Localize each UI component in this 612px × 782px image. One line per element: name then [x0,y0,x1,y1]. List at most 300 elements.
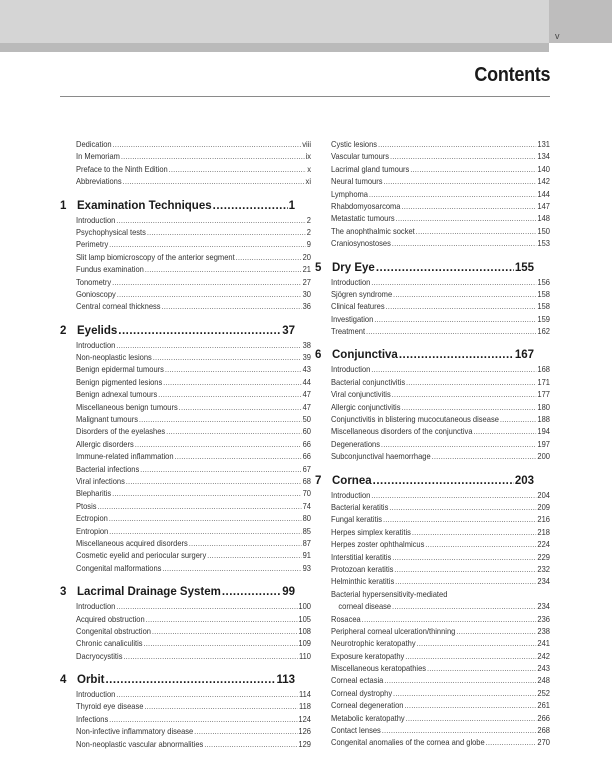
chapter-number: 3 [60,586,67,599]
leader-dots [371,490,536,502]
leader-dots [392,238,537,250]
entry-label: Corneal dystrophy [331,688,393,698]
toc-entry[interactable] [331,326,550,338]
toc-entry[interactable] [76,377,311,389]
leader-dots [158,389,302,401]
entry-label: Viral infections [76,476,125,486]
entry-page: 38 [302,340,312,350]
toc-entry[interactable] [76,227,311,239]
entry-page: 67 [302,464,312,474]
entry-page: 153 [537,239,551,249]
leader-dots [113,139,302,151]
entry-page: 171 [537,377,551,387]
chapter-page: 37 [282,324,295,337]
toc-entry[interactable] [76,626,311,638]
entry-page: 39 [302,353,312,363]
toc-entry[interactable] [76,526,311,538]
toc-entry[interactable] [76,451,311,463]
entry-label: Psychophysical tests [76,227,146,237]
toc-entry[interactable] [76,176,311,188]
toc-entry[interactable] [331,552,550,564]
entry-label: Non-neoplastic lesions [76,353,152,363]
toc-entry[interactable] [76,563,311,575]
chapter-heading[interactable] [60,199,295,214]
entry-page: 20 [302,252,312,262]
entry-page: xi [305,177,312,187]
entry-page: 124 [298,714,312,724]
entry-page: 243 [537,664,551,674]
toc-entry[interactable] [331,663,550,675]
toc-entry[interactable] [331,176,550,188]
entry-label: Exposure keratopathy [331,651,405,661]
leader-dots [166,426,302,438]
entry-page: 194 [537,427,551,437]
leader-dots [384,675,536,687]
entry-page: 236 [537,614,551,624]
entry-label: Craniosynostoses [331,239,391,249]
entry-page: 66 [302,439,312,449]
toc-entry[interactable] [76,402,311,414]
toc-entry[interactable] [331,301,550,313]
entry-label: Allergic conjunctivitis [331,402,401,412]
toc-entry[interactable] [331,364,550,376]
leader-dots [399,348,514,363]
leader-dots [401,402,536,414]
leader-dots [394,564,536,576]
toc-entry[interactable] [331,289,550,301]
leader-dots [432,451,537,463]
leader-dots [146,614,298,626]
entry-label: Protozoan keratitis [331,564,394,574]
entry-page: 162 [537,327,551,337]
toc-entry[interactable] [331,564,550,576]
toc-entry[interactable] [331,426,550,438]
entry-label: Investigation [331,314,374,324]
toc-entry[interactable] [331,638,550,650]
leader-dots [145,264,302,276]
toc-entry[interactable] [331,201,550,213]
toc-entry[interactable] [331,139,550,151]
leader-dots [116,601,297,613]
toc-entry[interactable] [331,626,550,638]
leader-dots [163,377,302,389]
entry-label: Non-infective inflammatory disease [76,727,194,737]
entry-label: Bacterial keratitis [331,502,389,512]
chapter-title: Dry Eye [332,261,375,274]
toc-entry[interactable] [76,439,311,451]
entry-label: Introduction [331,277,371,287]
entry-page: 158 [537,302,551,312]
leader-dots [401,201,536,213]
toc-entry[interactable] [331,614,550,626]
toc-entry[interactable] [331,451,550,463]
entry-page: 270 [537,738,551,748]
toc-entry[interactable] [331,402,550,414]
toc-entry[interactable] [331,277,550,289]
toc-entry[interactable] [331,725,550,737]
entry-label: Lymphoma [331,189,368,199]
entry-page: viii [302,140,312,149]
chapter-heading[interactable] [60,324,295,339]
toc-entry[interactable] [76,689,311,701]
chapter-title: Eyelids [77,324,118,337]
entry-label: Metastatic tumours [331,214,395,224]
entry-page: 74 [302,501,312,511]
entry-label: Chronic canaliculitis [76,639,143,649]
toc-entry[interactable] [76,239,311,251]
leader-dots [174,451,301,463]
entry-label: The anophthalmic socket [331,226,415,236]
entry-label: Miscellaneous keratopathies [331,664,427,674]
toc-entry[interactable] [331,226,550,238]
toc-entry[interactable] [76,264,311,276]
entry-label: Degenerations [331,439,381,449]
leader-dots [383,176,536,188]
toc-entry[interactable] [76,538,311,550]
leader-dots [374,314,536,326]
leader-dots [373,474,514,489]
entry-page: 142 [537,177,551,187]
toc-entry[interactable] [76,464,311,476]
leader-dots [112,277,302,289]
leader-dots [140,464,302,476]
entry-label: Abbreviations [76,177,122,187]
toc-entry[interactable] [76,289,311,301]
entry-label: Dacryocystitis [76,651,123,661]
entry-label: Subconjunctival haemorrhage [331,452,431,462]
leader-dots [204,739,297,751]
entry-page: 68 [302,476,312,486]
entry-page: 21 [302,265,312,275]
leader-dots [390,151,537,163]
leader-dots [126,476,302,488]
leader-dots [109,513,302,525]
entry-page: 218 [537,527,551,537]
toc-entry[interactable] [331,651,550,663]
entry-label: Herpes zoster ophthalmicus [331,540,425,550]
leader-dots [169,164,307,176]
leader-dots [118,324,281,339]
entry-page: 168 [537,365,551,375]
entry-label: Introduction [331,365,371,375]
entry-label: Thyroid eye disease [76,702,144,712]
entry-label: Perimetry [76,240,109,250]
toc-entry[interactable] [331,377,550,389]
toc-entry[interactable] [331,502,550,514]
entry-label: Non-neoplastic vascular abnormalities [76,739,204,749]
entry-page: 87 [302,538,312,548]
entry-page: 238 [537,626,551,636]
leader-dots [500,414,537,426]
chapter-title: Conjunctiva [332,349,398,362]
toc-entry[interactable] [331,514,550,526]
entry-page: 248 [537,676,551,686]
entry-page: 232 [537,564,551,574]
toc-entry[interactable] [331,213,550,225]
entry-label: Blepharitis [76,489,112,499]
entry-page: 109 [298,639,312,649]
toc-entry[interactable] [76,726,311,738]
entry-page: 156 [537,277,551,287]
entry-label: Bacterial conjunctivitis [331,377,406,387]
toc-entry[interactable] [76,426,311,438]
leader-dots [389,502,536,514]
chapter-number: 7 [315,474,322,487]
entry-page: 234 [537,577,551,587]
entry-page: 105 [298,614,312,624]
toc-entry[interactable] [331,164,550,176]
entry-page: 148 [537,214,551,224]
leader-dots [427,663,537,675]
entry-page: 47 [302,402,312,412]
leader-dots [236,252,302,264]
toc-entry[interactable] [331,389,550,401]
leader-dots [109,239,306,251]
leader-dots [116,340,301,352]
chapter-heading[interactable] [60,673,295,688]
leader-dots [383,514,536,526]
chapter-number: 1 [60,199,67,212]
entry-page: 242 [537,651,551,661]
toc-entry[interactable] [331,737,550,749]
entry-label: Miscellaneous acquired disorders [76,538,188,548]
entry-label: Congenital malformations [76,563,162,573]
leader-dots [162,301,302,313]
entry-label: Bacterial infections [76,464,140,474]
entry-page: 147 [537,201,551,211]
entry-label: Immune-related inflammation [76,452,174,462]
chapter-heading[interactable] [60,585,295,600]
leader-dots [152,626,298,638]
entry-label: Sjögren syndrome [331,289,393,299]
leader-dots [405,651,536,663]
toc-entry[interactable] [76,501,311,513]
entry-page: 80 [302,514,312,524]
chapter-title: Examination Techniques [77,199,212,212]
toc-entry[interactable] [331,675,550,687]
entry-label: Introduction [76,602,116,612]
chapter-page: 167 [514,349,534,362]
entry-page: 50 [302,415,312,425]
entry-label: Tonometry [76,277,112,287]
entry-label: Disorders of the eyelashes [76,427,166,437]
toc-entry[interactable] [76,164,311,176]
chapter-heading[interactable] [315,474,534,489]
entry-label: Conjunctivitis in blistering mucocutaneous disease [331,415,499,425]
leader-dots [386,301,537,313]
entry-label: Ptosis [76,501,97,511]
entry-label: Lacrimal gland tumours [331,164,410,174]
leader-dots [207,550,302,562]
entry-page: 129 [298,739,312,749]
toc-entry[interactable] [76,513,311,525]
toc-entry[interactable] [76,550,311,562]
page-title: Contents [474,64,550,86]
toc-entry[interactable] [76,476,311,488]
toc-entry[interactable] [76,364,311,376]
toc-entry[interactable] [76,714,311,726]
entry-page: 200 [537,452,551,462]
toc-entry[interactable] [331,189,550,201]
entry-page: 91 [302,551,312,561]
entry-label: Dedication [76,140,112,149]
leader-dots [381,439,537,451]
toc-entry[interactable] [331,589,550,614]
entry-label: Central corneal thickness [76,302,161,312]
toc-entry[interactable] [76,151,311,163]
toc-entry[interactable] [331,151,550,163]
header-band [0,0,549,43]
chapter-number: 6 [315,349,322,362]
entry-label: Cosmetic eyelid and periocular surgery [76,551,207,561]
entry-page: 229 [537,552,551,562]
toc-entry[interactable] [331,238,550,250]
entry-page: 209 [537,502,551,512]
toc-entry[interactable] [76,139,311,151]
entry-label: Miscellaneous disorders of the conjunctiva [331,427,473,437]
toc-entry[interactable] [76,488,311,500]
entry-page: 158 [537,289,551,299]
leader-dots [473,426,536,438]
leader-dots [416,226,537,238]
leader-dots [392,552,536,564]
leader-dots [396,213,537,225]
entry-label: Interstitial keratitis [331,552,392,562]
chapter-page: 113 [276,674,295,687]
leader-dots [378,139,537,151]
entry-label: Introduction [331,490,371,500]
toc-entry[interactable] [76,739,311,751]
entry-page: 150 [537,226,551,236]
entry-label-cont: corneal disease [338,602,392,612]
entry-label: Viral conjunctivitis [331,390,391,400]
entry-page: 224 [537,540,551,550]
leader-dots [366,326,537,338]
entry-page: 180 [537,402,551,412]
toc-entry[interactable] [331,539,550,551]
toc-entry[interactable] [76,651,311,663]
entry-label: Miscellaneous benign tumours [76,402,178,412]
leader-dots [165,364,302,376]
entry-page: 197 [537,439,551,449]
leader-dots [395,576,536,588]
toc-entry[interactable] [331,688,550,700]
toc-entry[interactable] [331,414,550,426]
chapter-number: 4 [60,674,67,687]
entry-page: 70 [302,489,312,499]
leader-dots [153,352,302,364]
toc-entry[interactable] [76,340,311,352]
toc-entry[interactable] [76,414,311,426]
entry-label: Introduction [76,215,116,225]
entry-label: Helminthic keratitis [331,577,395,587]
leader-dots [213,199,288,214]
entry-page: 177 [537,390,551,400]
entry-page: 47 [302,390,312,400]
toc-entry[interactable] [76,614,311,626]
toc-entry[interactable] [76,215,311,227]
leader-dots [97,501,301,513]
leader-dots [179,402,302,414]
toc-column-left [60,139,312,751]
entry-page: 188 [537,415,551,425]
leader-dots [406,713,537,725]
entry-page: 27 [302,277,312,287]
entry-label: Preface to the Ninth Edition [76,164,168,174]
toc-entry[interactable] [76,352,311,364]
entry-label: Introduction [76,690,116,700]
entry-page: ix [305,152,312,162]
entry-page: 234 [537,602,551,612]
leader-dots [376,261,514,276]
entry-page: 216 [537,515,551,525]
entry-label: Infections [76,714,109,724]
toc-entry[interactable] [76,701,311,713]
leader-dots [393,289,536,301]
toc-entry[interactable] [331,576,550,588]
toc-entry[interactable] [331,700,550,712]
entry-page: 93 [302,563,312,573]
entry-page: 30 [302,289,312,299]
toc-entry[interactable] [76,301,311,313]
toc-entry[interactable] [76,389,311,401]
entry-page: 241 [537,639,551,649]
toc-entry[interactable] [331,490,550,502]
leader-dots [371,364,536,376]
toc-entry[interactable] [331,527,550,539]
toc-entry[interactable] [76,252,311,264]
entry-label: Acquired obstruction [76,614,145,624]
entry-label: Peripheral corneal ulceration/thinning [331,626,456,636]
entry-label: Cystic lesions [331,140,378,149]
entry-page: 126 [298,727,312,737]
chapter-title: Cornea [332,474,372,487]
chapter-page: 99 [282,586,295,599]
entry-label: Metabolic keratopathy [331,713,405,723]
chapter-heading[interactable] [315,261,534,276]
chapter-title: Orbit [77,674,105,687]
entry-page: 110 [298,651,312,661]
chapter-heading[interactable] [315,348,534,363]
toc-entry[interactable] [331,713,550,725]
entry-label: Bacterial hypersensitivity-mediated [331,589,448,599]
toc-entry[interactable] [331,439,550,451]
entry-label: Introduction [76,340,116,350]
toc-entry[interactable] [331,314,550,326]
toc-entry[interactable] [76,638,311,650]
entry-page: 252 [537,688,551,698]
toc-entry[interactable] [76,277,311,289]
entry-page: 60 [302,427,312,437]
chapter-number: 2 [60,324,67,337]
toc-entry[interactable] [76,601,311,613]
leader-dots [406,377,536,389]
chapter-page: 155 [514,261,534,274]
leader-dots [143,638,297,650]
entry-page: 2 [306,227,312,237]
leader-dots [189,538,302,550]
entry-label: Corneal degeneration [331,701,404,711]
entry-label: Allergic disorders [76,439,134,449]
chapter-title: Lacrimal Drainage System [77,586,221,599]
entry-label: Herpes simplex keratitis [331,527,411,537]
leader-dots [456,626,536,638]
entry-label: Fungal keratitis [331,515,383,525]
leader-dots [404,700,536,712]
entry-page: 261 [537,701,551,711]
entry-page: 144 [537,189,551,199]
leader-dots [121,151,305,163]
